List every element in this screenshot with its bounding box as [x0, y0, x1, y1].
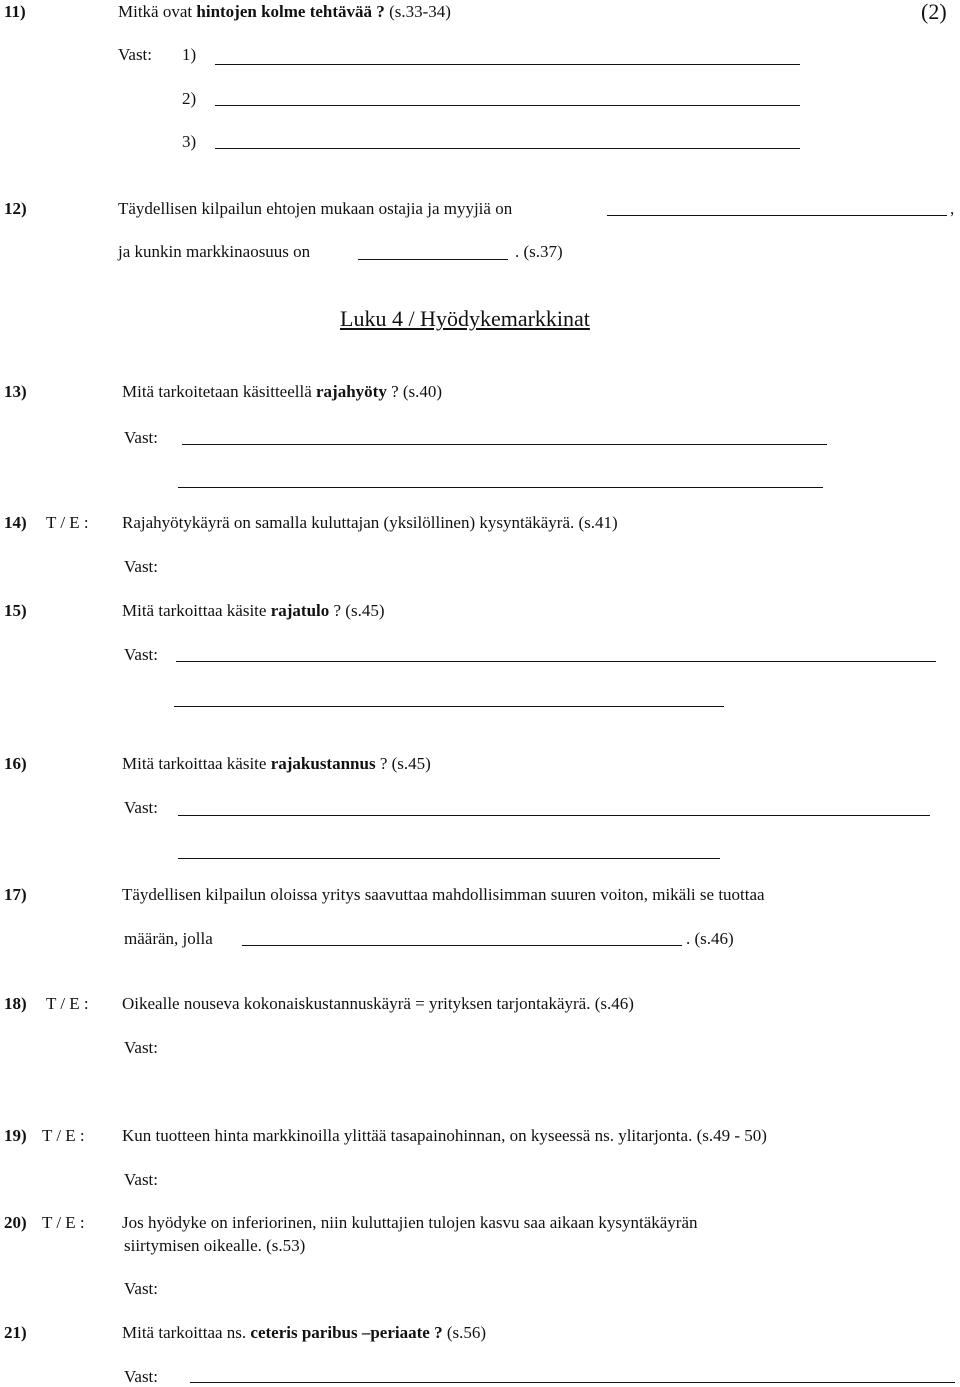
q13-text: Mitä tarkoitetaan käsitteellä — [122, 382, 317, 401]
q12-line-1: Täydellisen kilpailun ehtojen mukaan ostajia ja myyjiä on — [118, 199, 513, 218]
q16-bold-term: rajakustannus — [270, 754, 376, 773]
q16-answer-line-2[interactable] — [178, 858, 720, 859]
q11-item-2: 2) — [182, 89, 197, 108]
q16-text: Mitä tarkoittaa käsite — [122, 754, 271, 773]
q12-line-2: ja kunkin markkinaosuus on — [118, 242, 311, 261]
q18-statement: Oikealle nouseva kokonaiskustannuskäyrä = yrityksen tarjontakäyrä. (s.46) — [122, 994, 634, 1013]
q12-answer-line-2[interactable] — [358, 259, 508, 260]
q20-vast-label: Vast: — [124, 1279, 158, 1298]
q14-number: 14) — [4, 513, 27, 532]
q11-item-1: 1) — [182, 45, 197, 64]
q12-answer-line-1[interactable] — [607, 215, 947, 216]
q11-answer-line-2[interactable] — [215, 105, 800, 106]
q17-line-2: määrän, jolla — [124, 929, 213, 948]
q13-question — [122, 382, 442, 402]
q15-question — [122, 601, 384, 621]
q15-number: 15) — [4, 601, 27, 620]
q13-answer-line-1[interactable] — [182, 444, 827, 445]
q21-vast-label: Vast: — [124, 1367, 158, 1386]
q11-number: 11) — [4, 2, 26, 21]
q19-vast-label: Vast: — [124, 1170, 158, 1189]
q15-tail: ? (s.45) — [333, 601, 385, 620]
q11-bold-term: hintojen kolme tehtävää ? — [196, 2, 385, 21]
q15-text: Mitä tarkoittaa käsite — [122, 601, 271, 620]
q11-vast-label: Vast: — [118, 45, 152, 64]
q16-tail: ? (s.45) — [379, 754, 431, 773]
q11-points: (2) — [921, 0, 947, 24]
q15-answer-line-1[interactable] — [176, 661, 936, 662]
q17-number: 17) — [4, 885, 27, 904]
q16-number: 16) — [4, 754, 27, 773]
q11-question — [118, 2, 451, 22]
q18-vast-label: Vast: — [124, 1038, 158, 1057]
q11-answer-line-1[interactable] — [215, 64, 800, 65]
q20-number: 20) — [4, 1213, 27, 1232]
q15-vast-label: Vast: — [124, 645, 158, 664]
q21-number: 21) — [4, 1323, 27, 1342]
q13-tail: ? (s.40) — [391, 382, 443, 401]
q16-question — [122, 754, 431, 774]
q21-bold-term: ceteris paribus –periaate ? — [250, 1323, 443, 1342]
q16-answer-line-1[interactable] — [178, 815, 930, 816]
q20-line-1: Jos hyödyke on inferiorinen, niin kuluttajien tulojen kasvu saa aikaan kysyntäkäyrän — [122, 1213, 698, 1232]
q20-true-false: T / E : — [42, 1213, 85, 1232]
q14-vast-label: Vast: — [124, 557, 158, 576]
q13-number: 13) — [4, 382, 27, 401]
q11-item-3: 3) — [182, 132, 197, 151]
q21-text: Mitä tarkoittaa ns. — [122, 1323, 251, 1342]
q12-page-ref: . (s.37) — [515, 242, 563, 261]
q17-answer-line[interactable] — [242, 945, 682, 946]
q13-bold-term: rajahyöty — [316, 382, 387, 401]
q11-page-ref: (s.33-34) — [389, 2, 451, 21]
q20-line-2: siirtymisen oikealle. (s.53) — [124, 1236, 306, 1255]
q15-answer-line-2[interactable] — [174, 706, 724, 707]
q11-text: Mitkä ovat — [118, 2, 197, 21]
q16-vast-label: Vast: — [124, 798, 158, 817]
q21-answer-line[interactable] — [190, 1382, 955, 1383]
q19-statement: Kun tuotteen hinta markkinoilla ylittää tasapainohinnan, on kyseessä ns. ylitarjonta. (s.49 - 50) — [122, 1126, 767, 1145]
q21-page-ref: (s.56) — [446, 1323, 487, 1342]
q17-line-1: Täydellisen kilpailun oloissa yritys saavuttaa mahdollisimman suuren voiton, mikäli se tuottaa — [122, 885, 765, 904]
q18-true-false: T / E : — [46, 994, 89, 1013]
q12-comma: , — [950, 199, 955, 218]
q11-answer-line-3[interactable] — [215, 148, 800, 149]
q12-number: 12) — [4, 199, 27, 218]
q21-question — [122, 1323, 486, 1343]
q13-vast-label: Vast: — [124, 428, 158, 447]
q14-true-false: T / E : — [46, 513, 89, 532]
q17-page-ref: . (s.46) — [686, 929, 734, 948]
q19-true-false: T / E : — [42, 1126, 85, 1145]
q19-number: 19) — [4, 1126, 27, 1145]
q13-answer-line-2[interactable] — [178, 487, 823, 488]
section-title: Luku 4 / Hyödykemarkkinat — [340, 306, 590, 331]
q14-statement: Rajahyötykäyrä on samalla kuluttajan (yksilöllinen) kysyntäkäyrä. (s.41) — [122, 513, 618, 532]
q15-bold-term: rajatulo — [270, 601, 330, 620]
q18-number: 18) — [4, 994, 27, 1013]
